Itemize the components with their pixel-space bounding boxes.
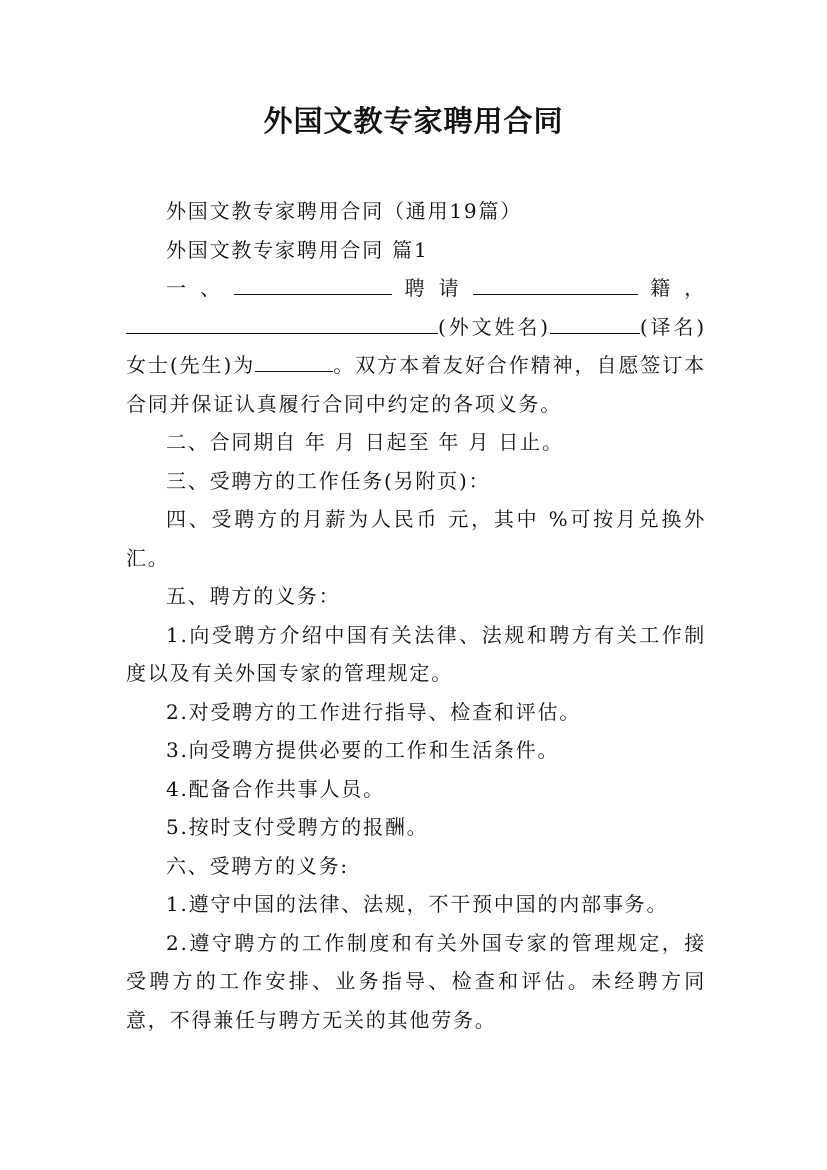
- contract-subtitle: 外国文教专家聘用合同（通用19篇）: [166, 199, 523, 223]
- document-body: [126, 192, 706, 1039]
- clause-6-item-2: 2.遵守聘方的工作制度和有关外国专家的管理规定，接受聘方的工作安排、业务指导、检查和评估。未经聘方同意，不得兼任与聘方无关的其他劳务。: [126, 930, 706, 1032]
- clause-1-foreign-name: (外文姓名): [438, 314, 550, 339]
- clause-1-translated-name: (译名): [639, 314, 707, 339]
- clause-2: 二、合同期自 年 月 日起至 年 月 日止。: [166, 430, 564, 454]
- employer-blank: [234, 274, 392, 295]
- clause-1-prefix: 一、: [166, 276, 235, 300]
- nationality-blank: [473, 274, 638, 295]
- clause-4: 四、受聘方的月薪为人民币 元，其中 %可按月兑换外汇。: [126, 507, 706, 570]
- clause-5-item-1: 1.向受聘方介绍中国有关法律、法规和聘方有关工作制度以及有关外国专家的管理规定。: [126, 622, 706, 685]
- clause-5: 五、聘方的义务：: [166, 584, 341, 608]
- clause-1-rest: 。双方本着友好合作精神，自愿签订本合同并保证认真履行合同中约定的各项义务。: [126, 353, 706, 416]
- clause-3: 三、受聘方的工作任务(另附页)：: [166, 468, 491, 493]
- clause-1: [126, 269, 706, 423]
- clause-5-item-5: 5.按时支付受聘方的报酬。: [166, 815, 429, 839]
- clause-6: 六、受聘方的义务:: [166, 853, 349, 878]
- clause-1-hire: 聘请: [392, 276, 473, 300]
- document-title: 外国文教专家聘用合同: [263, 104, 564, 138]
- position-blank: [255, 351, 333, 372]
- clause-5-item-4: 4.配备合作共事人员。: [166, 776, 385, 801]
- clause-5-item-3: 3.向受聘方提供必要的工作和生活条件。: [166, 738, 560, 762]
- foreign-name-blank: [126, 313, 438, 334]
- clause-5-item-2: 2.对受聘方的工作进行指导、检查和评估。: [166, 699, 582, 724]
- clause-6-item-1: 1.遵守中国的法律、法规，不干预中国的内部事务。: [166, 892, 669, 916]
- contract-part-heading: 外国文教专家聘用合同 篇1: [166, 237, 429, 262]
- clause-1-title-text: 女士(先生)为: [126, 353, 256, 377]
- clause-1-nationality: 籍，: [637, 276, 706, 300]
- translated-name-blank: [550, 313, 640, 334]
